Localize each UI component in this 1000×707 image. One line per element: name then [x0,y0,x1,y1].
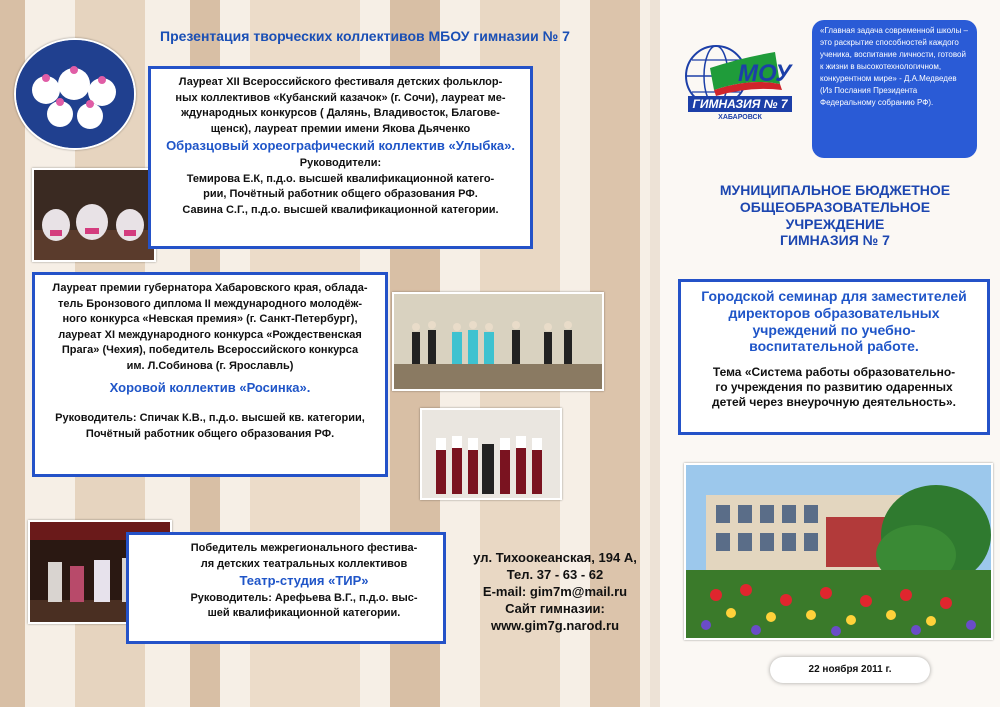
seminar-box [678,279,990,435]
seminar-heading-line: воспитательной работе. [749,338,919,355]
rosinka-award-line: ного конкурса «Невская премия» (г. Санкт-Петербург), [62,313,358,326]
tir-collective-name: Театр-студия «ТИР» [239,573,369,589]
ulybka-info-box [148,66,533,249]
dancers-circle-photo [14,38,136,150]
seminar-theme-line: го учреждения по развитию одаренных [715,380,953,395]
seminar-heading-line: Городской семинар для заместителей [701,288,967,304]
email-link[interactable]: E-mail: gim7m@mail.ru [482,583,628,599]
medvedev-quote: «Главная задача современной школы – это раскрытие способностей каждого ученика, воспитание личности, готовой к жизни в высокотехнологичном, конкурентном мире» - Д.А.Медведев (Из Послания Президента Федеральному собранию РФ). [812,20,977,158]
seminar-heading-line: учреждений по учебно- [752,321,916,338]
seminar-theme-line: детей через внеурочную деятельность». [711,395,957,410]
org-line: МУНИЦИПАЛЬНОЕ БЮДЖЕТНОЕ [719,182,951,198]
seminar-theme-line: Тема «Система работы образовательно- [712,365,956,380]
seminar-heading-line: директоров образовательных [728,304,940,321]
page-title: Презентация творческих коллективов МБОУ гимназии № 7 [160,28,570,44]
seminar-theme [681,365,987,410]
rosinka-award-line: Лауреат премии губернатора Хабаровского края, облада- [52,282,368,294]
ulybka-leader-line: рии, Почётный работник общего образования РФ. [203,188,478,201]
rosinka-award-line: тель Бронзового диплома II международного молодёж- [57,297,363,310]
contact-block [455,550,655,634]
rosinka-award-line: Прага» (Чехия), победитель Всероссийского конкурса [61,344,359,357]
tir-award-line: Победитель межрегионального фестива- [190,542,418,554]
logo-name-text: ГИМНАЗИЯ № 7 [692,97,788,111]
site-link[interactable]: www.gim7g.narod.ru [490,617,620,633]
site-label: Сайт гимназии: [505,600,605,616]
rosinka-award-line: лауреат XI международного конкурса «Рождественская [58,328,362,341]
ulybka-award-line: Лауреат XII Всероссийского фестиваля детских фольклор- [178,76,503,88]
logo-city-text: ХАБАРОВСК [718,114,762,121]
phone-text: Тел. 37 - 63 - 62 [506,566,604,582]
org-line: УЧРЕЖДЕНИЕ [785,215,885,232]
tir-info-box [126,532,446,644]
rosinka-collective-name: Хоровой коллектив «Росинка». [109,379,311,395]
ulybka-leader-line: Темирова Е.К, п.д.о. высшей квалификационной катего- [186,172,495,185]
rosinka-leader-line: Почётный работник общего образования РФ. [85,427,335,440]
rosinka-award-line: им. Л.Собинова (г. Ярославль) [126,360,294,373]
org-line: ГИМНАЗИЯ № 7 [780,232,890,249]
rosinka-leader-line: Руководитель: Спичак К.В., п.д.о. высшей кв. категории, [55,412,365,425]
tir-award-line: ля детских театральных коллективов [200,557,408,570]
ulybka-award-line: щенск), лауреат премии имени Якова Дьяченко [210,122,471,135]
ulybka-award-line: ных коллективов «Кубанский казачок» (г. Сочи), лауреат ме- [175,91,506,104]
ulybka-leaders-label: Руководители: [299,156,382,169]
dancers-stage-photo [32,168,156,262]
organization-name [680,182,990,249]
event-date: 22 ноября 2011 г. [770,657,930,683]
choir-hall-photo [392,292,604,391]
org-line: ОБЩЕОБРАЗОВАТЕЛЬНОЕ [739,198,931,215]
ulybka-award-line: ждународных конкурсов ( Далянь, Владивосток, Благове- [181,107,500,120]
tir-leader-line: шей квалификационной категории. [207,607,401,620]
address-text: ул. Тихоокеанская, 194 А, [473,550,637,565]
logo-mou-text: МОУ [738,60,792,87]
gymnasium-logo [680,38,800,130]
school-building-photo [684,463,993,640]
ulybka-leader-line: Савина С.Г., п.д.о. высшей квалификационной категории. [182,203,499,216]
seminar-heading [681,288,987,355]
choir-group-photo [420,408,562,500]
rosinka-info-box [32,272,388,477]
ulybka-collective-name: Образцовый хореографический коллектив «Улыбка». [166,138,515,154]
tir-leader-line: Руководитель: Арефьева В.Г., п.д.о. выс- [190,591,418,604]
